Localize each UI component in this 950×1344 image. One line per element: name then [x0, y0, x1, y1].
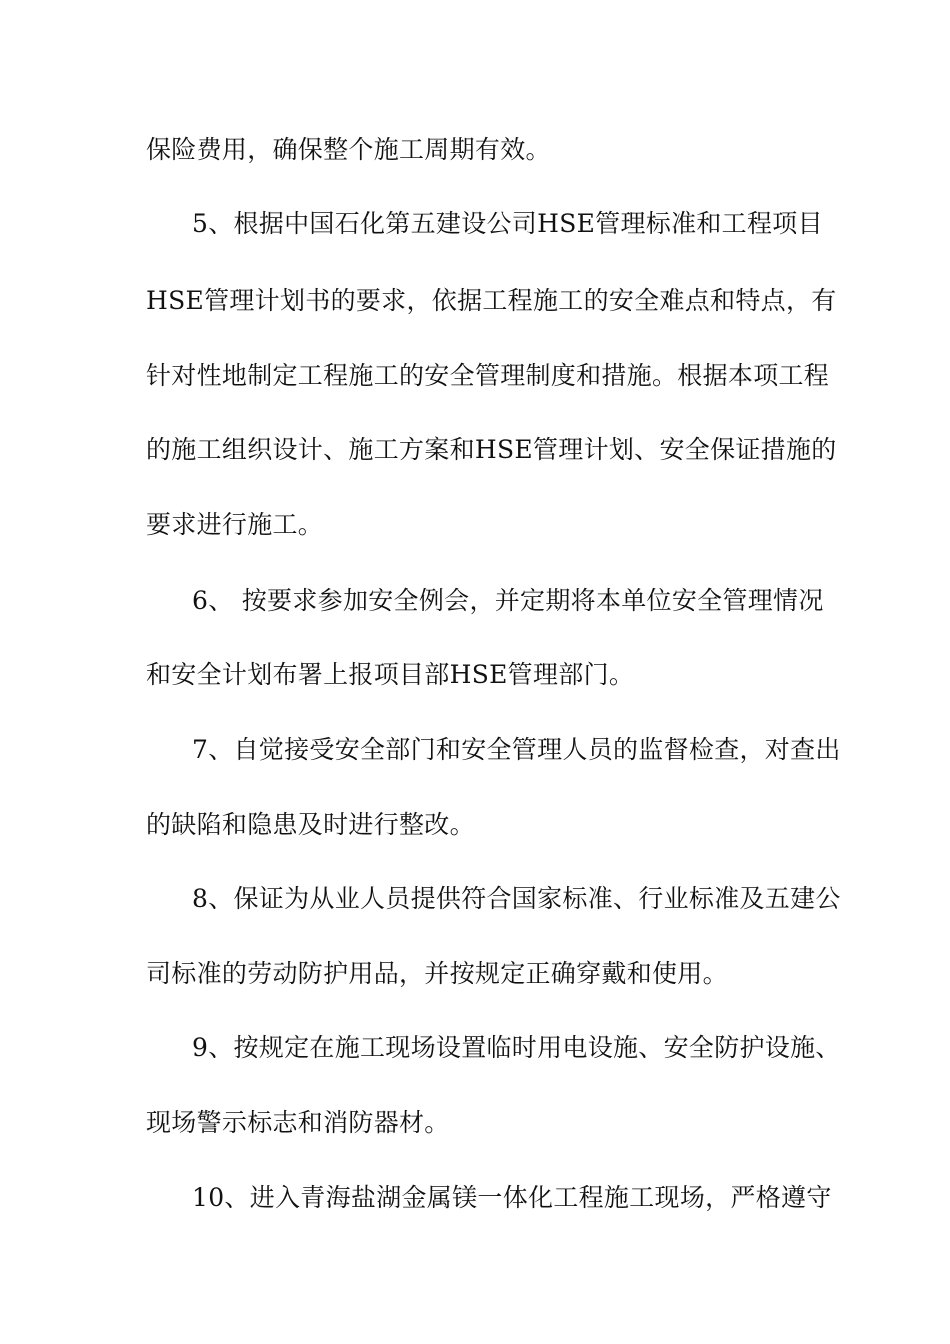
- text-line: 8、保证为从业人员提供符合国家标准、行业标准及五建公: [192, 884, 841, 913]
- text-line: 10、进入青海盐湖金属镁一体化工程施工现场，严格遵守: [192, 1183, 832, 1212]
- text-line: 的缺陷和隐患及时进行整改。: [146, 810, 475, 839]
- text-line: 和安全计划布署上报项目部HSE管理部门。: [146, 660, 635, 689]
- text-line: 6、 按要求参加安全例会，并定期将本单位安全管理情况: [192, 586, 824, 615]
- text-line: 司标准的劳动防护用品，并按规定正确穿戴和使用。: [146, 959, 728, 988]
- text-line: 要求进行施工。: [146, 510, 324, 539]
- text-line: 的施工组织设计、施工方案和HSE管理计划、安全保证措施的: [146, 435, 837, 464]
- text-line: 保险费用，确保整个施工周期有效。: [146, 135, 551, 164]
- text-line: HSE管理计划书的要求，依据工程施工的安全难点和特点，有: [146, 286, 837, 315]
- text-line: 9、按规定在施工现场设置临时用电设施、安全防护设施、: [192, 1033, 841, 1062]
- text-line: 针对性地制定工程施工的安全管理制度和措施。根据本项工程: [146, 361, 830, 390]
- text-line: 7、自觉接受安全部门和安全管理人员的监督检查，对查出: [192, 735, 841, 764]
- text-line: 5、根据中国石化第五建设公司HSE管理标准和工程项目: [192, 209, 823, 238]
- text-line: 现场警示标志和消防器材。: [146, 1108, 450, 1137]
